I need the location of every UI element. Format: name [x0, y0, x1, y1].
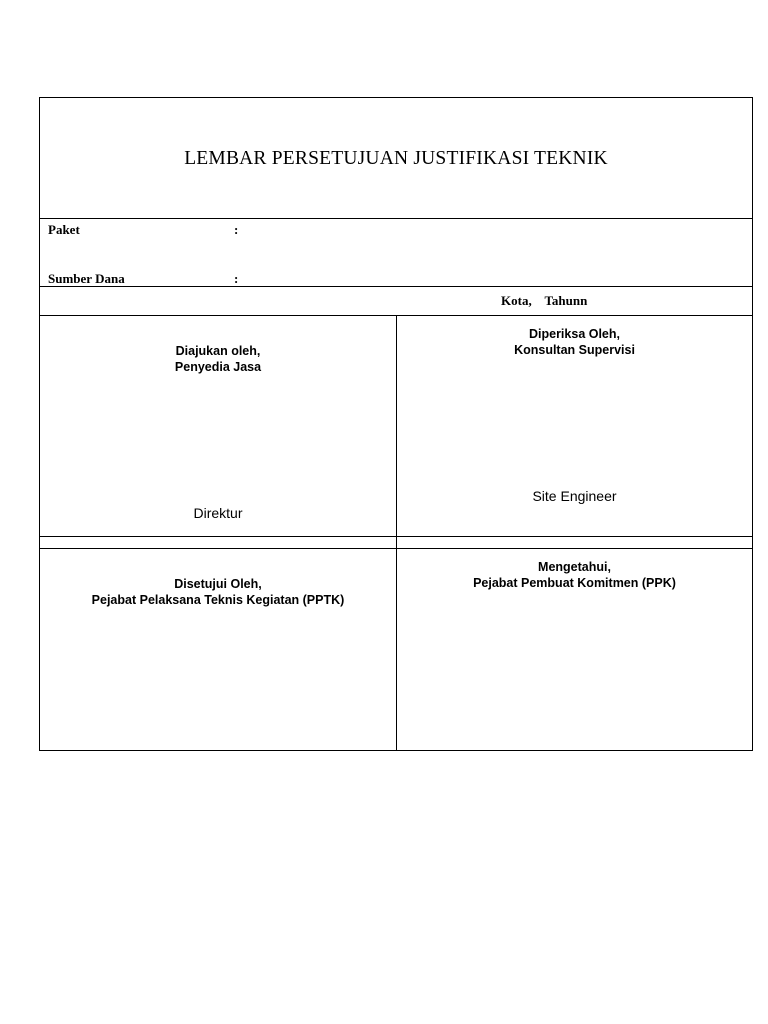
acknowledged-by-cell — [397, 549, 752, 750]
sumber-dana-label: Sumber Dana — [48, 271, 125, 286]
place-date-line: Kota, Tahunn — [501, 293, 588, 308]
acknowledged-by-line2: Pejabat Pembuat Komitmen (PPK) — [473, 576, 676, 590]
approval-form — [39, 97, 753, 751]
info-section — [40, 219, 752, 287]
form-title: LEMBAR PERSETUJUAN JUSTIFIKASI TEKNIK — [184, 148, 608, 169]
acknowledged-by-heading — [397, 559, 752, 591]
sumber-dana-separator: : — [234, 271, 239, 286]
approved-by-line1: Disetujui Oleh, — [174, 577, 262, 591]
title-section — [40, 98, 752, 219]
checked-by-cell — [397, 316, 752, 537]
paket-label: Paket — [48, 222, 80, 237]
approved-by-heading — [40, 576, 396, 608]
spacer-cell-right — [397, 537, 752, 549]
approved-by-line2: Pejabat Pelaksana Teknis Kegiatan (PPTK) — [91, 593, 345, 607]
acknowledged-by-line1: Mengetahui, — [538, 560, 611, 574]
spacer-cell-left — [40, 537, 397, 549]
sumber-dana-row — [48, 271, 238, 287]
submitted-by-cell — [40, 316, 397, 537]
submitted-by-line1: Diajukan oleh, — [175, 344, 261, 358]
checked-by-line2: Konsultan Supervisi — [514, 343, 635, 357]
submitted-by-heading — [40, 343, 396, 375]
approved-by-cell — [40, 549, 397, 750]
paket-separator: : — [234, 222, 239, 237]
paket-row — [48, 222, 238, 238]
checked-signer-title: Site Engineer — [532, 488, 617, 504]
checked-by-heading — [397, 326, 752, 358]
submitted-signer-title: Direktur — [193, 505, 243, 521]
submitted-by-line2: Penyedia Jasa — [174, 360, 262, 374]
date-section — [40, 287, 752, 316]
checked-by-line1: Diperiksa Oleh, — [528, 327, 620, 341]
